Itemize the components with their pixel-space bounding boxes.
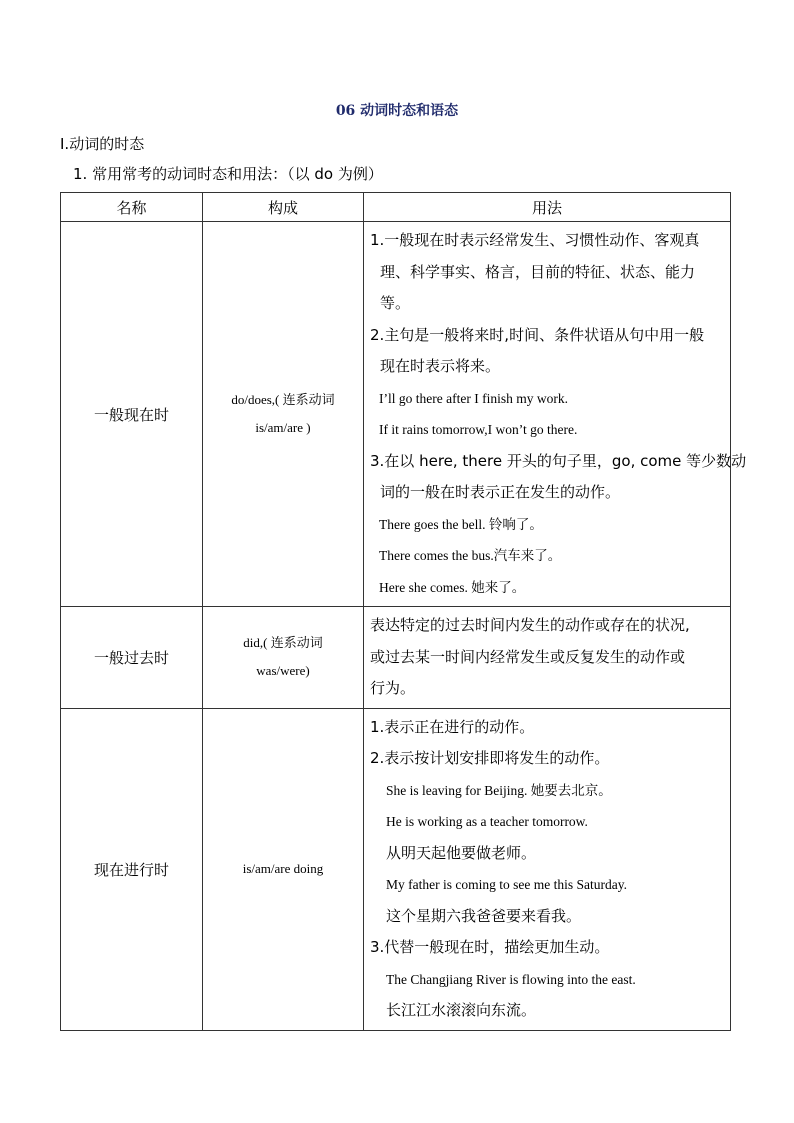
tense-name: 一般现在时: [61, 222, 203, 607]
example-line: My father is coming to see me this Saturday.: [386, 877, 627, 892]
example-line: There goes the bell. 铃响了。: [379, 516, 543, 532]
subsection-heading: 1. 常用常考的动词时态和用法：（以 do 为例）: [73, 165, 383, 183]
form-line: is/am/are doing: [242, 861, 324, 876]
table-row: [61, 708, 731, 1030]
usage-line: 现在时表示将来。: [380, 357, 501, 375]
table-row: [61, 607, 731, 709]
form-line: was/were): [256, 663, 310, 679]
header-usage: 用法: [364, 193, 731, 222]
section-heading: I.动词的时态: [60, 135, 145, 153]
example-line: Here she comes. 她来了。: [379, 579, 526, 595]
usage-line: 行为。: [370, 679, 416, 697]
header-name: 名称: [61, 193, 203, 222]
tense-table: [60, 192, 747, 1031]
usage-line: 或过去某一时间内经常发生或反复发生的动作或: [370, 647, 686, 666]
translation-line: 这个星期六我爸爸要来看我。: [386, 906, 582, 925]
tense-usage: [364, 708, 731, 1030]
example-line: If it rains tomorrow,I won’t go there.: [379, 422, 578, 437]
tense-usage: [364, 222, 747, 607]
usage-line: 1.一般现在时表示经常发生、习惯性动作、客观真: [370, 231, 700, 249]
usage-line: 1.表示正在进行的动作。: [370, 717, 535, 736]
header-form: 构成: [203, 193, 364, 222]
usage-line: 3.代替一般现在时，描绘更加生动。: [370, 938, 610, 956]
tense-usage: [364, 607, 731, 709]
page-title: 06 动词时态和语态: [335, 103, 459, 119]
usage-line: 2.表示按计划安排即将发生的动作。: [370, 749, 610, 767]
table-header-row: [61, 193, 731, 222]
tense-form: [203, 708, 364, 1030]
usage-line: 3.在以 here, there 开头的句子里，go, come 等少数动: [370, 451, 747, 470]
example-line: The Changjiang River is flowing into the east.: [386, 971, 636, 987]
tense-name: 现在进行时: [61, 708, 203, 1030]
usage-line: 等。: [380, 294, 411, 312]
example-line: There comes the bus.汽车来了。: [379, 548, 562, 563]
form-line: did,( 连系动词: [243, 635, 323, 651]
tense-form: [203, 222, 364, 607]
usage-line: 理、科学事实、格言，目前的特征、状态、能力: [380, 262, 696, 281]
usage-line: 2.主句是一般将来时,时间、条件状语从句中用一般: [370, 325, 705, 344]
tense-name: 一般过去时: [61, 607, 203, 709]
tense-form: [203, 607, 364, 709]
translation-line: 长江江水滚滚向东流。: [386, 1001, 537, 1019]
form-line: do/does,( 连系动词: [231, 392, 335, 407]
table-row: [61, 222, 731, 607]
example-line: I’ll go there after I finish my work.: [379, 390, 568, 406]
usage-line: 词的一般在时表示正在发生的动作。: [380, 483, 621, 501]
translation-line: 从明天起他要做老师。: [386, 843, 537, 862]
example-line: He is working as a teacher tomorrow.: [386, 814, 588, 829]
form-line: is/am/are ): [255, 420, 311, 435]
usage-line: 表达特定的过去时间内发生的动作或存在的状况,: [370, 616, 690, 634]
example-line: She is leaving for Beijing. 她要去北京。: [386, 782, 612, 798]
